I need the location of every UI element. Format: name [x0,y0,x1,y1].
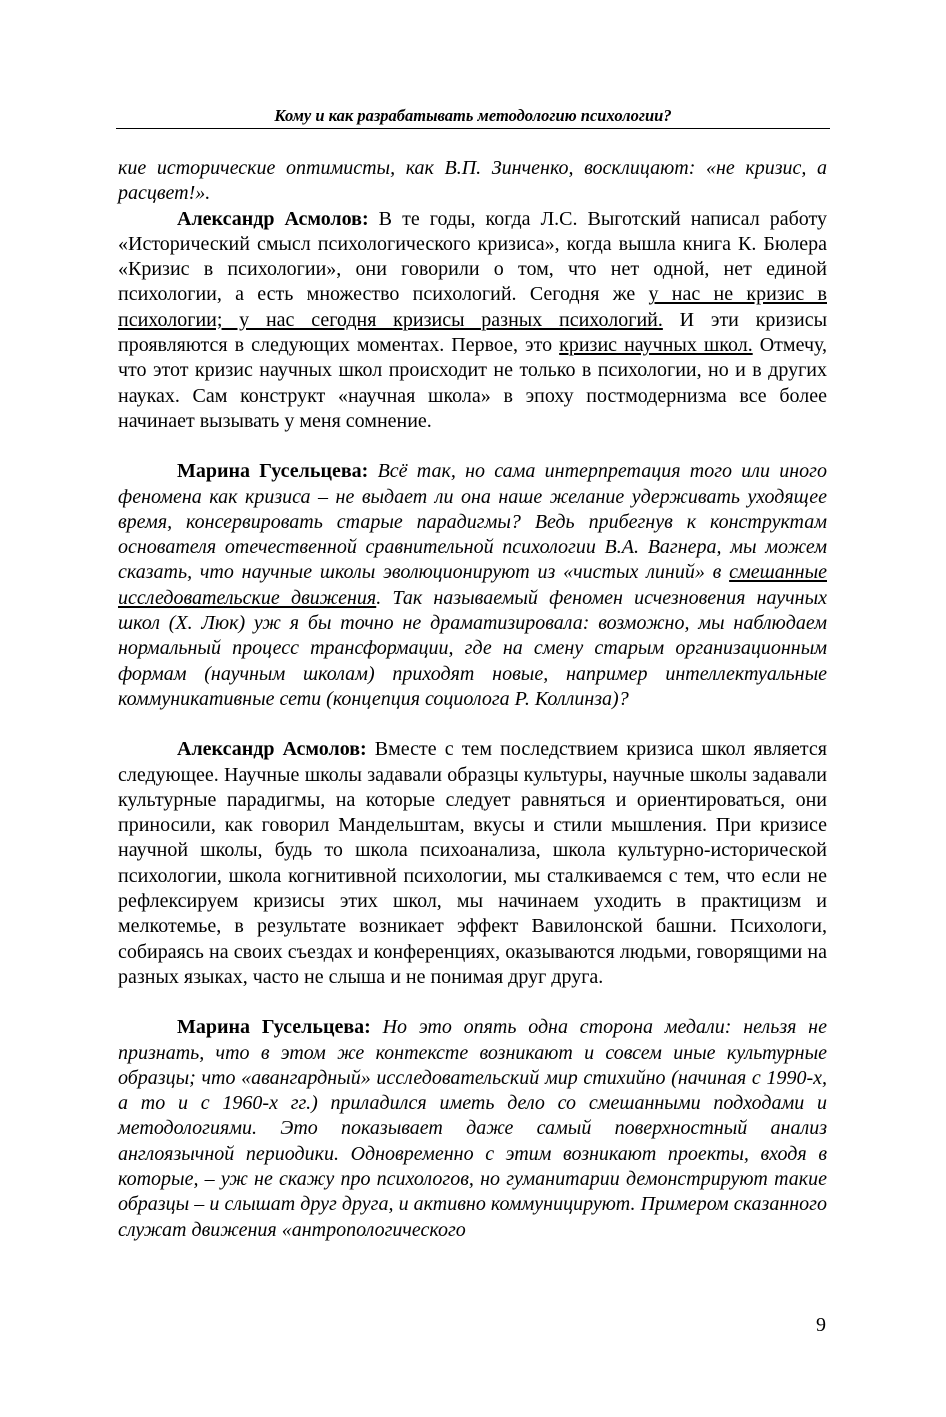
paragraph-guseltseva-2 [118,1015,827,1243]
paragraph-guseltseva-1 [118,459,827,712]
paragraph-text: Отмечу, что этот кризис научных школ происходит не только в психологии, но и в других науках. Сам конструкт «научная школа» в эпоху постмодернизма все более начинает вызывать у меня сомнение. [118,334,828,432]
paragraph-text: Вместе с тем последствием кризиса школ является следующее. Научные школы задавали образцы культуры, научные школы задавали культурные парадигмы, на которые следует равняться и ориентироваться, они приносили, как говорил Мандельштам, вкусы и стили мышления. При кризисе научной школы, будь то школа психоанализа, школа культурно-исторической психологии, школа когнитивной психологии, мы сталкиваемся с тем, что если не рефлексируем кризисы этих школ, мы начинаем уходить в практицизм и мелкотемье, в результате возникает эффект Вавилонской башни. Психологи, собираясь на своих съездах и конференциях, оказываются людьми, говорящими на разных языках, часто не слыша и не понимая друг друга. [118,738,827,988]
speaker-name: Марина Гусельцева: [177,1016,371,1039]
running-header: Кому и как разрабатывать методологию психологии? [274,106,672,125]
page-number: 9 [816,1314,826,1336]
paragraph-text: Всё так, но сама интерпретация того или иного феномена как кризиса – не выдает ли она наше желание удерживать уходящее время, консервировать старые парадигмы? Ведь прибегнув к конструктам основателя отечественной сравнительной психологии В.А. Вагнера, мы можем сказать, что научные школы эволюционируют из «чистых линий» в [118,460,827,584]
paragraph-text: Но это опять одна сторона медали: нельзя не признать, что в этом же контексте возникают и совсем иные культурные образцы; что «авангардный» исследовательский мир стихийно (начиная с 1990-х, а то и с 1960-х гг.) приладился иметь дело со смешанными подходами и методологиями. Это показывает даже самый поверхностный анализ англоязычной периодики. Одновременно с этим возникают проекты, входя в которые, – уж не скажу про психологов, но гуманитарии демонстрируют такие образцы – и слышат друг друга, и активно коммуницируют. Примером сказанного служат движения «антропологического [118,1016,827,1241]
paragraph-asmolov-2 [118,737,827,990]
paragraph-asmolov-1 [118,207,827,435]
underlined-text: кризис научных школ. [559,334,753,357]
body-text [118,156,827,1243]
speaker-name: Александр Асмолов: [177,207,369,230]
underlined-text: смешанные исследовательские движения [118,561,827,609]
paragraph-continuation [118,156,827,207]
paragraph-text: И эти кризисы проявляются в следующих моментах. Первое, это [118,308,828,357]
header-rule [116,128,830,129]
paragraph-text: В те годы, когда Л.С. Выготский написал работу «Исторический смысл психологического кризиса», когда вышла книга К. Бюлера «Кризис в психологии», они говорили о том, что нет одной, нет единой психологии, а есть множество психологий. Сегодня же [118,207,827,306]
paragraph-text: кие исторические оптимисты, как В.П. Зинченко, восклицают: «не кризис, а расцвет!». [118,157,827,205]
paragraph-text: . Так называемый феномен исчезновения научных школ (Х. Люк) уж я бы точно не драматизировала: возможно, мы наблюдаем нормальный процесс трансформации, где на смену старым организационным формам (научным школам) приходят новые, например интеллектуальные коммуникативные сети (концепция социолога Р. Коллинза)? [118,586,827,710]
speaker-name: Александр Асмолов: [177,738,367,761]
underlined-text: у нас не кризис в психологии; у нас сегодня кризисы разных психологий. [118,283,827,331]
speaker-name: Марина Гусельцева: [177,460,369,483]
